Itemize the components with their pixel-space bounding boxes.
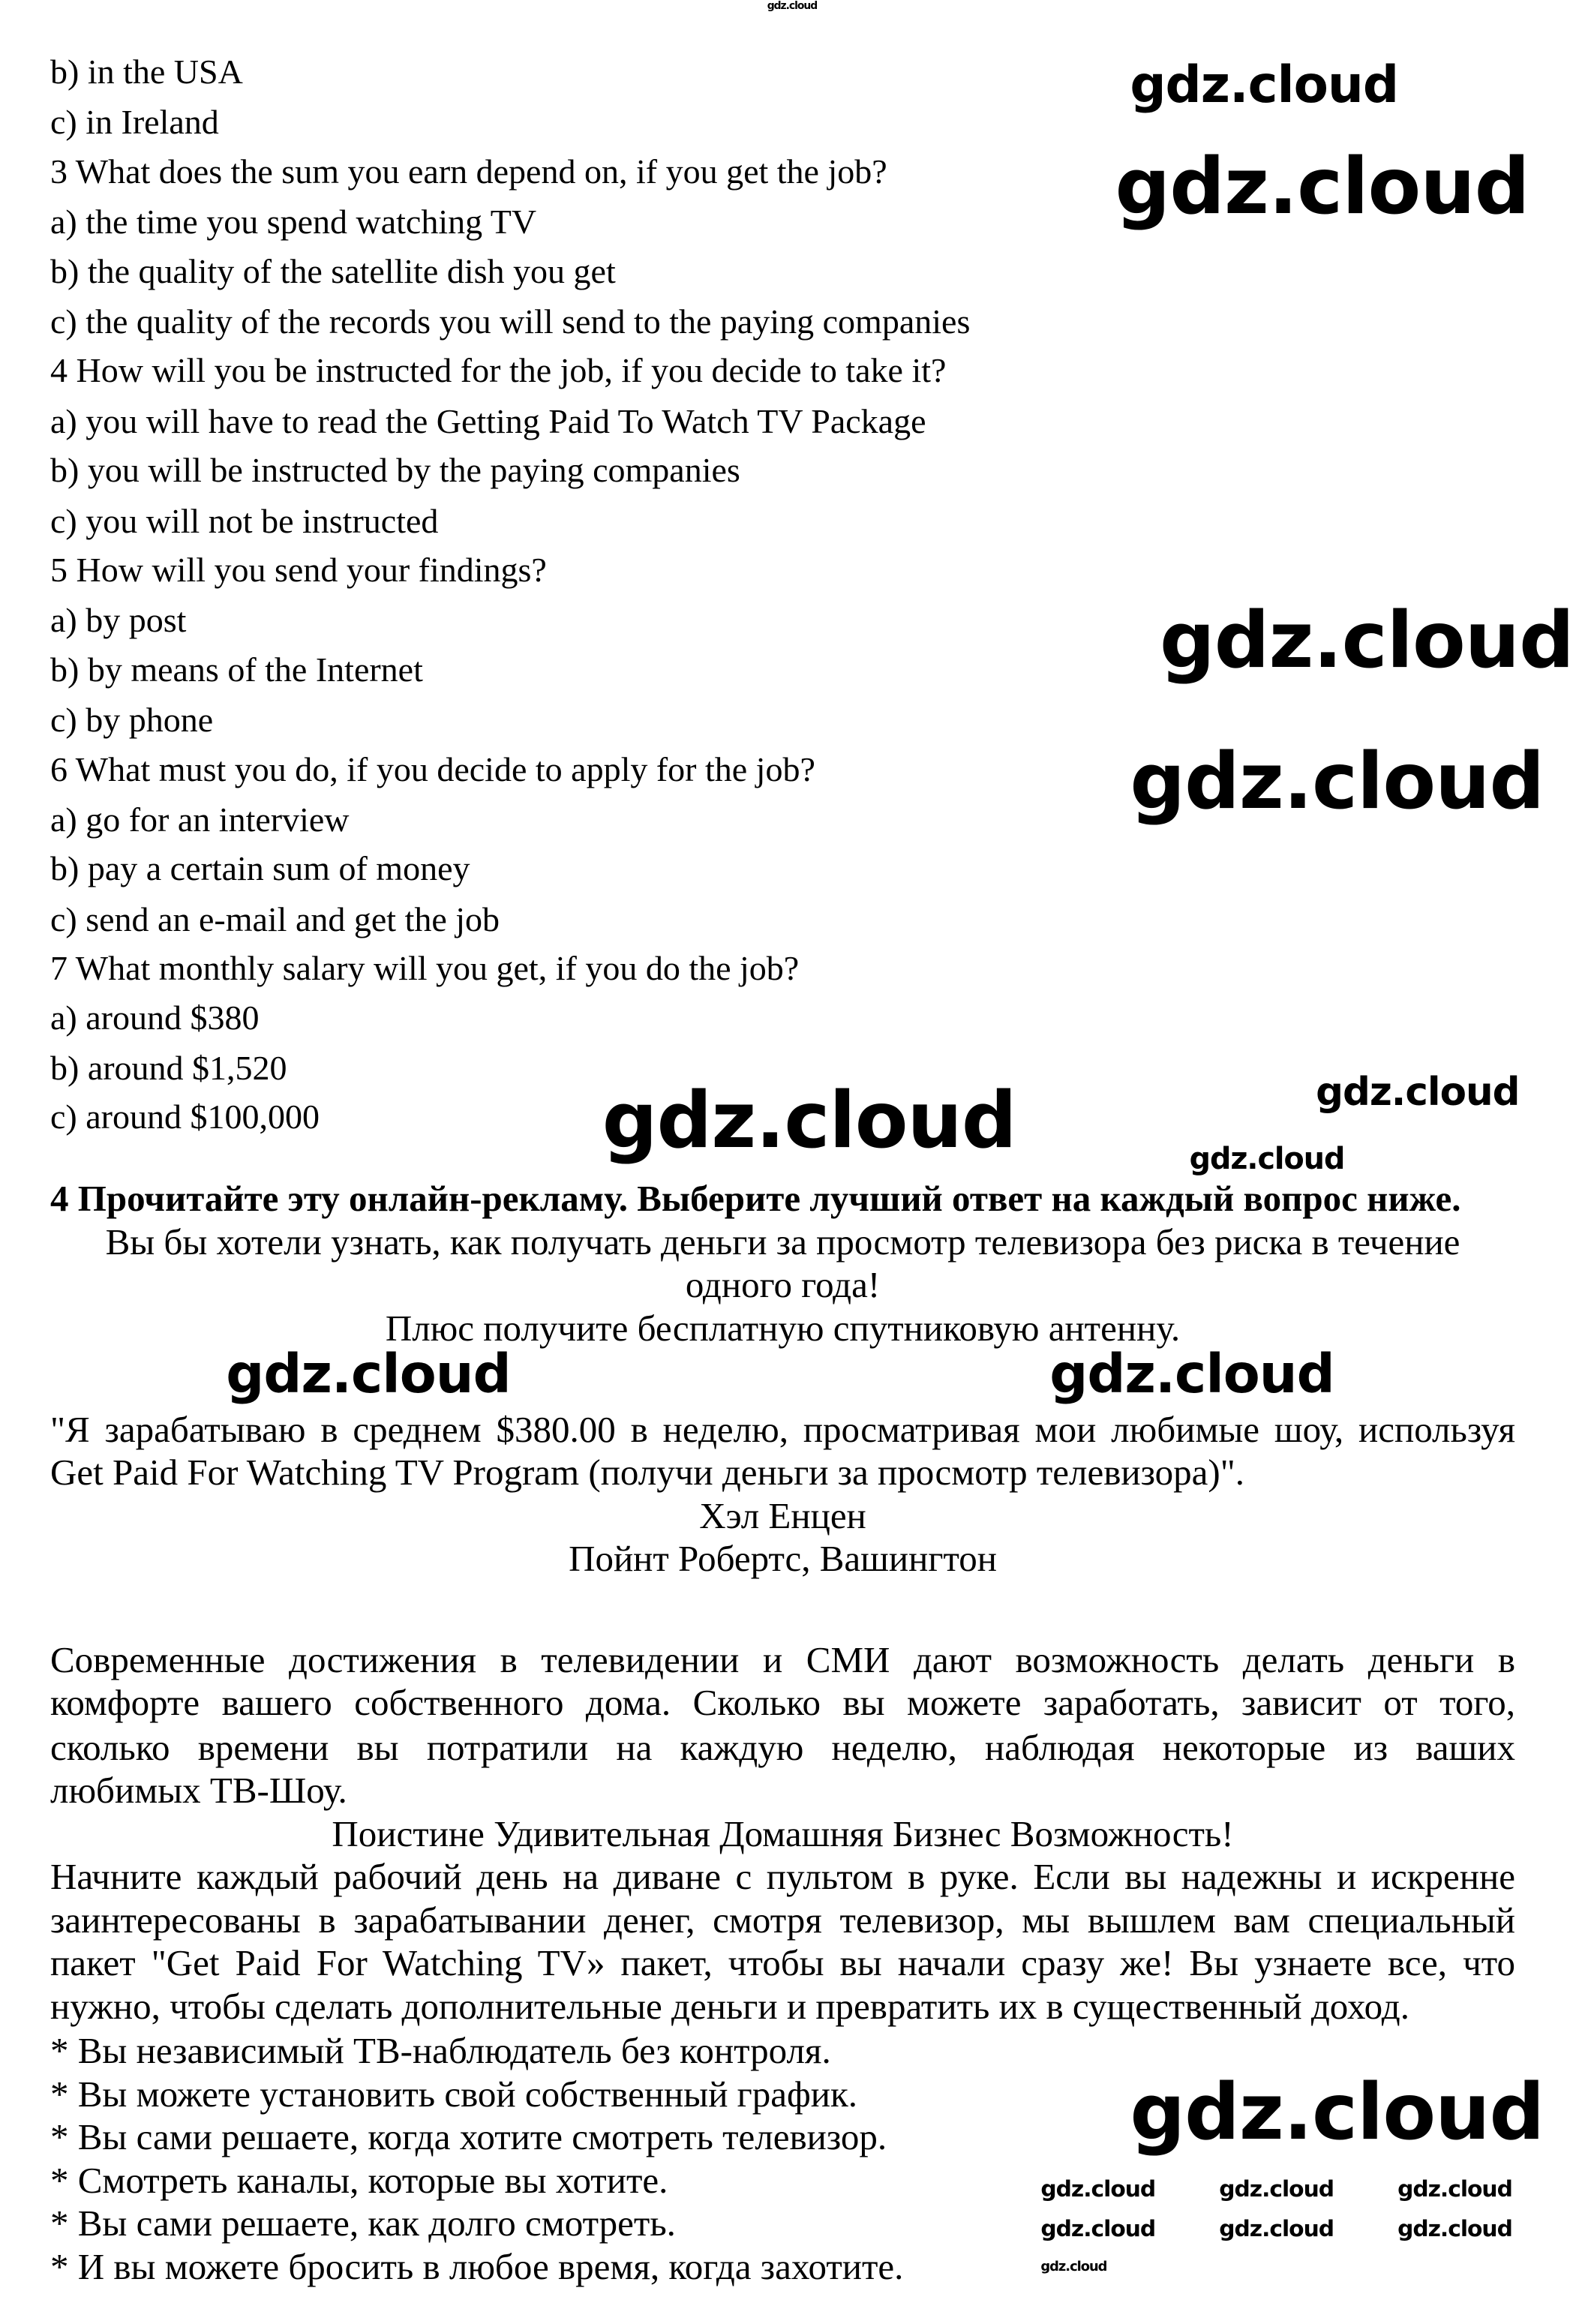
answer-option: c) you will not be instructed — [50, 501, 439, 540]
translation-line: * Смотреть каналы, которые вы хотите. — [50, 2159, 668, 2201]
question-text: 4 How will you be instructed for the job, if you decide to take it? — [50, 351, 947, 390]
watermark: gdz.cloud — [1397, 2216, 1512, 2243]
translation-line: Начните каждый рабочий день на диване с пультом в руке. Если вы надежны и искренне — [50, 1856, 1515, 1898]
answer-option: b) around $1,520 — [50, 1049, 287, 1088]
answer-option: a) go for an interview — [50, 800, 350, 839]
answer-option: a) the time you spend watching TV — [50, 203, 537, 242]
watermark: gdz.cloud — [1219, 2175, 1334, 2202]
answer-option: b) in the USA — [50, 53, 243, 92]
watermark: gdz.cloud — [226, 1342, 511, 1405]
translation-line: * Вы можете установить свой собственный график. — [50, 2073, 858, 2115]
question-text: 6 What must you do, if you decide to apply for the job? — [50, 749, 815, 788]
translation-line: Вы бы хотели узнать, как получать деньги за просмотр телевизора без риска в течение — [105, 1221, 1460, 1263]
question-text: 5 How will you send your findings? — [50, 551, 547, 590]
watermark: gdz.cloud — [1130, 2067, 1544, 2157]
answer-option: a) around $380 — [50, 998, 260, 1037]
translation-line: Хэл Енцен — [699, 1494, 866, 1536]
watermark: gdz.cloud — [1159, 595, 1574, 686]
answer-option: b) you will be instructed by the paying companies — [50, 451, 740, 490]
watermark: gdz.cloud — [1049, 1342, 1334, 1405]
translation-line: пакет "Get Paid For Watching TV» пакет, чтобы вы начали сразу же! Вы узнаете все, что — [50, 1942, 1515, 1984]
translation-line: одного года! — [685, 1264, 881, 1306]
watermark: gdz.cloud — [1130, 737, 1544, 827]
translation-line: Современные достижения в телевидении и СМИ дают возможность делать деньги в — [50, 1638, 1515, 1680]
watermark: gdz.cloud — [602, 1075, 1016, 1166]
answer-option: c) the quality of the records you will send to the paying companies — [50, 302, 971, 341]
translation-line: * Вы независимый ТВ-наблюдатель без контроля. — [50, 2030, 831, 2072]
answer-option: b) by means of the Internet — [50, 650, 423, 689]
translation-line: * Вы сами решаете, когда хотите смотреть телевизор. — [50, 2116, 887, 2158]
watermark: gdz.cloud — [1040, 2216, 1156, 2243]
watermark: gdz.cloud — [1040, 2258, 1107, 2274]
answer-option: b) the quality of the satellite dish you get — [50, 251, 616, 290]
watermark: gdz.cloud — [1189, 1142, 1345, 1177]
translation-line: любимых ТВ-Шоу. — [50, 1770, 347, 1812]
translation-line: * Вы сами решаете, как долго смотреть. — [50, 2202, 676, 2244]
translation-line: "Я зарабатываю в среднем $380.00 в неделю, просматривая мои любимые шоу, используя — [50, 1408, 1515, 1450]
answer-option: a) by post — [50, 601, 187, 640]
watermark: gdz.cloud — [767, 0, 818, 12]
translation-line: комфорте вашего собственного дома. Сколько вы можете заработать, зависит от того, — [50, 1682, 1515, 1724]
watermark: gdz.cloud — [1219, 2216, 1334, 2243]
watermark: gdz.cloud — [1397, 2175, 1512, 2202]
translation-line: Пойнт Робертс, Вашингтон — [569, 1538, 997, 1580]
answer-option: c) send an e-mail and get the job — [50, 899, 500, 938]
answer-option: c) by phone — [50, 701, 214, 740]
translation-line: * И вы можете бросить в любое время, когда захотите. — [50, 2245, 904, 2287]
question-text: 3 What does the sum you earn depend on, if you get the job? — [50, 152, 887, 191]
watermark: gdz.cloud — [1130, 55, 1399, 115]
translation-line: Плюс получите бесплатную спутниковую антенну. — [385, 1307, 1181, 1349]
watermark: gdz.cloud — [1040, 2175, 1156, 2202]
answer-option: c) in Ireland — [50, 103, 219, 142]
translation-line: нужно, чтобы сделать дополнительные деньги и превратить их в существенный доход. — [50, 1985, 1409, 2027]
translation-line: сколько времени вы потратили на каждую неделю, наблюдая некоторые из ваших — [50, 1726, 1515, 1768]
question-text: 7 What monthly salary will you get, if you do the job? — [50, 949, 800, 988]
task-heading: 4 Прочитайте эту онлайн-рекламу. Выберите лучший ответ на каждый вопрос ниже. — [50, 1178, 1461, 1220]
translation-line: Поистине Удивительная Домашняя Бизнес Возможность! — [332, 1812, 1234, 1854]
watermark: gdz.cloud — [1316, 1070, 1520, 1115]
translation-line: Get Paid For Watching TV Program (получи деньги за просмотр телевизора)". — [50, 1452, 1244, 1494]
answer-option: c) around $100,000 — [50, 1097, 320, 1136]
translation-line: заинтересованы в зарабатывании денег, смотря телевизор, мы вышлем вам специальный — [50, 1899, 1515, 1941]
answer-option: a) you will have to read the Getting Paid To Watch TV Package — [50, 401, 926, 440]
answer-option: b) pay a certain sum of money — [50, 849, 470, 888]
watermark: gdz.cloud — [1115, 142, 1529, 233]
